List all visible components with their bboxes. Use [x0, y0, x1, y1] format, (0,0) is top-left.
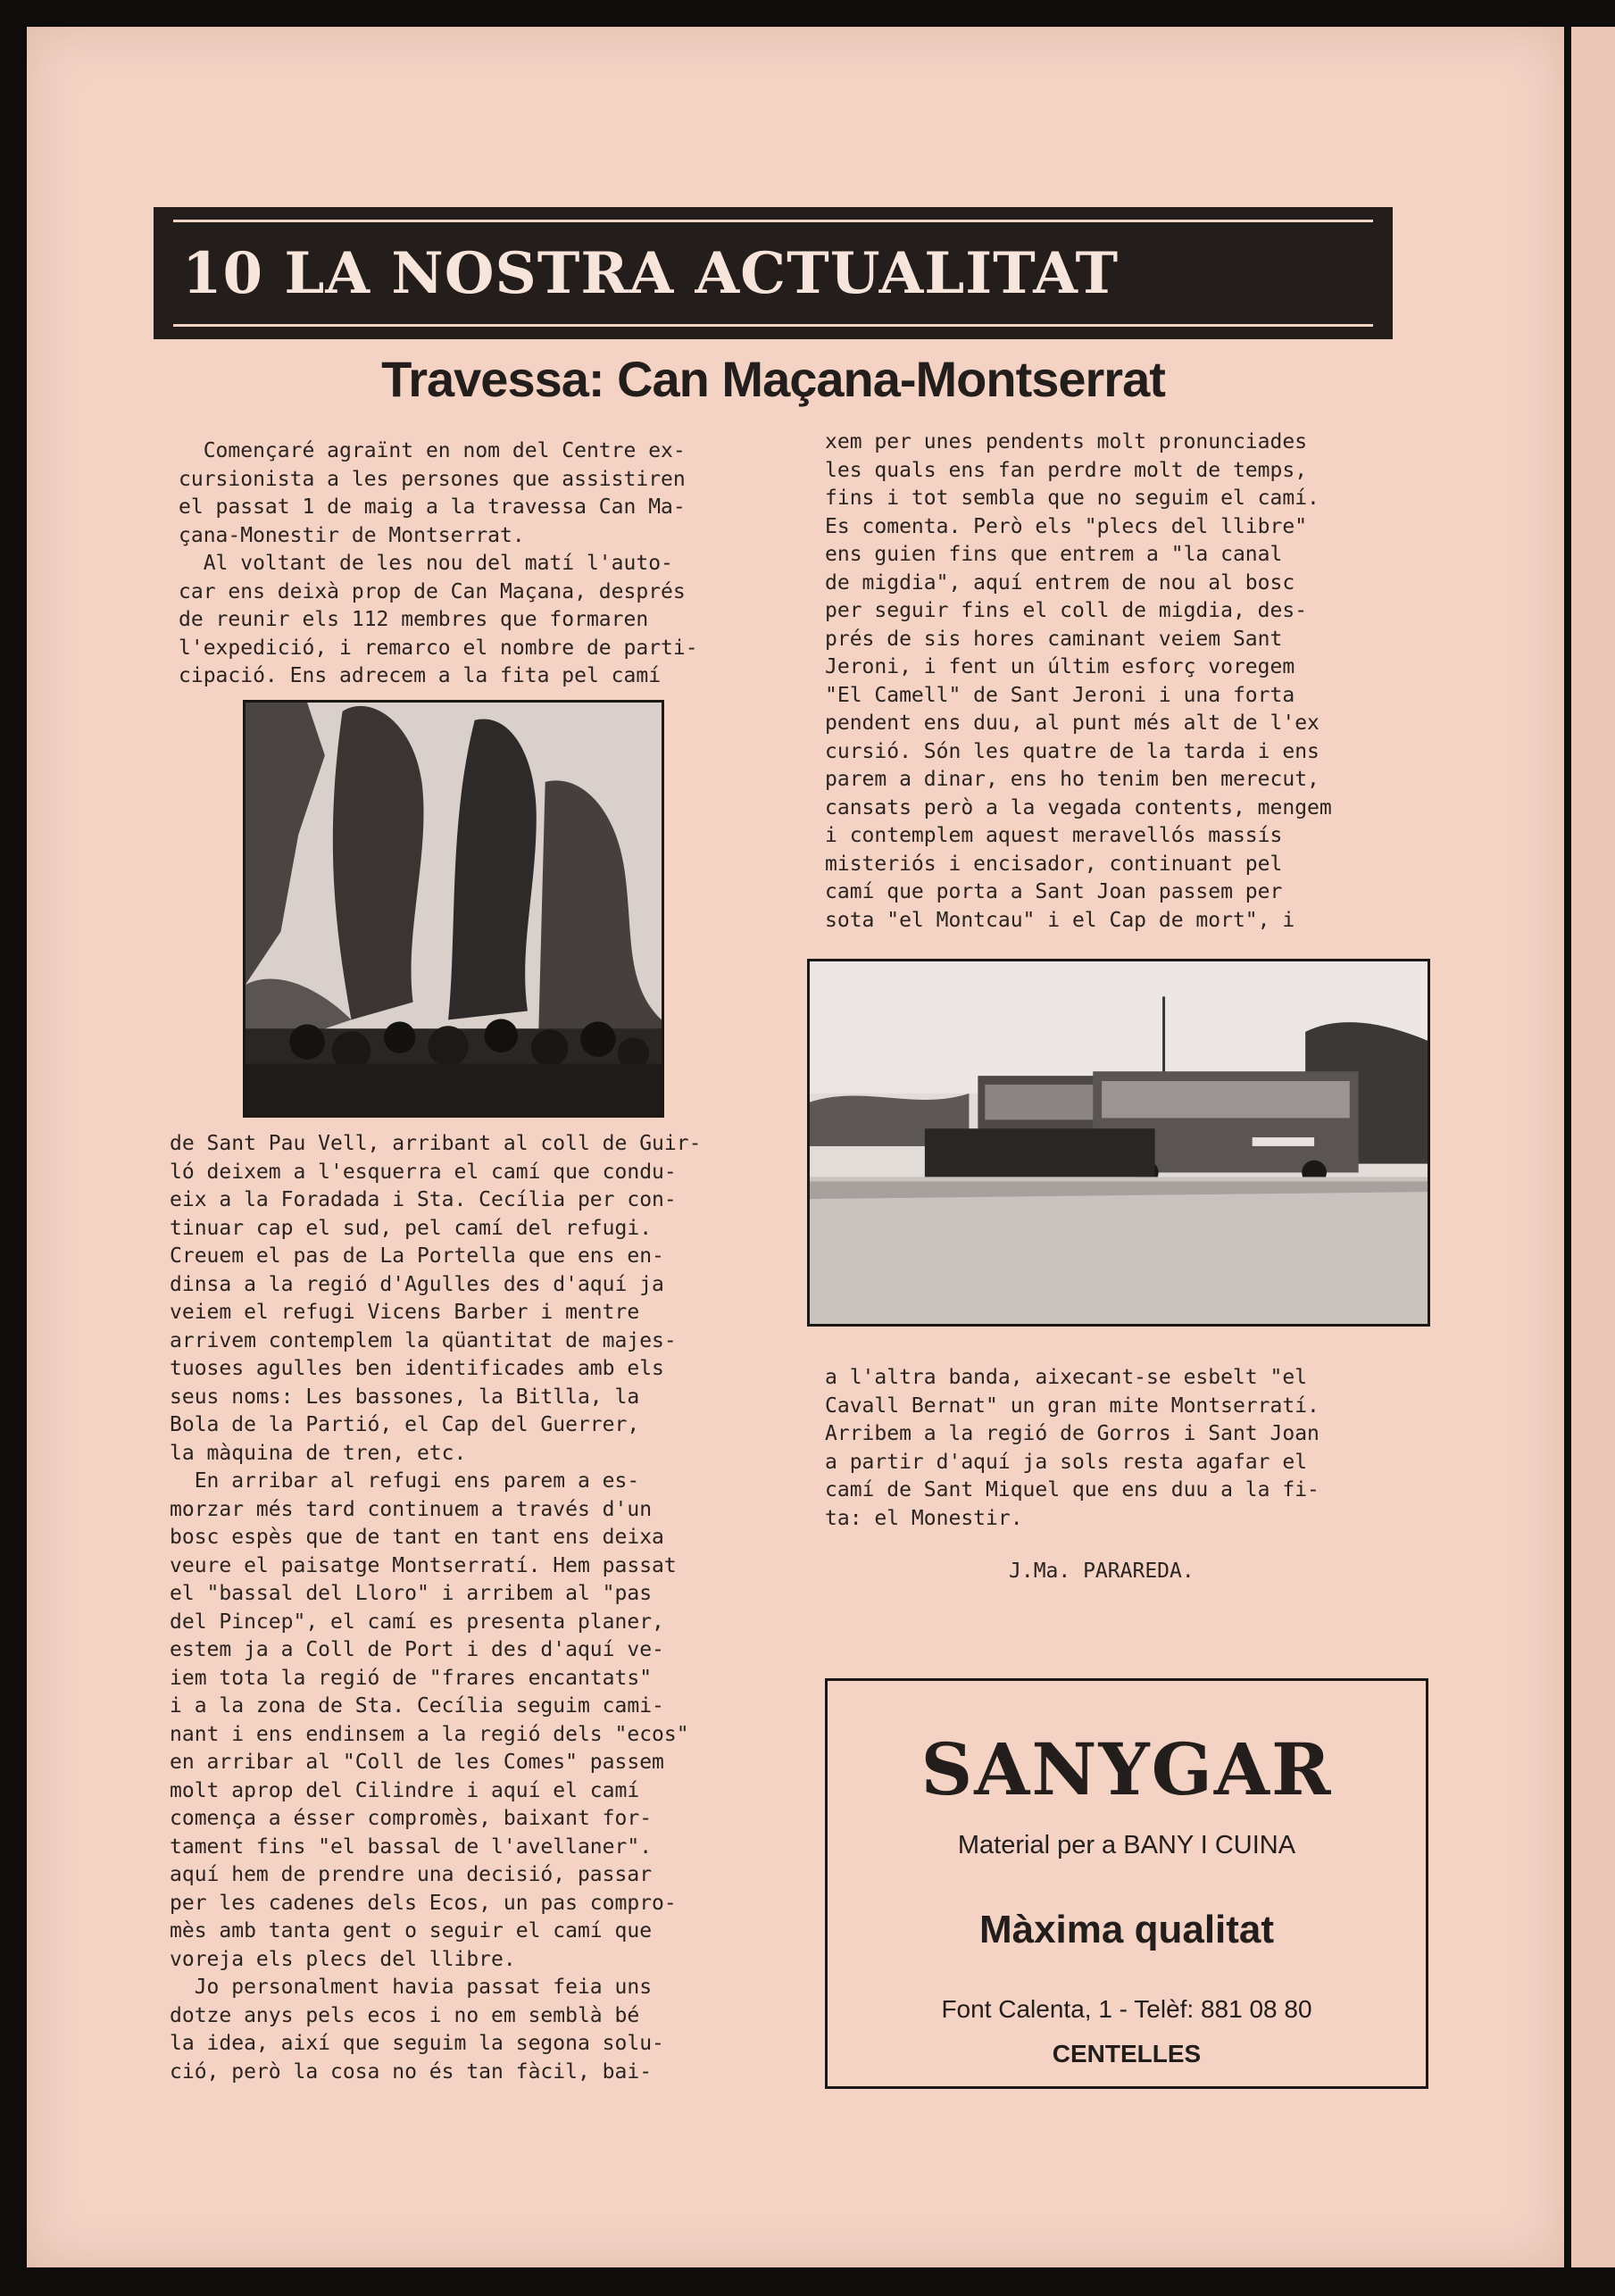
section-banner [154, 207, 1393, 339]
article-column-2-bottom: a l'altra banda, aixecant-se esbelt "el Cavall Bernat" un gran mite Montserratí. Arribem a la regió de Gorros i Sant Joan a partir d'aquí ja sols resta agafar el camí de Sant Miquel que ens duu a la fi- ta: el Monestir. [825, 1366, 1319, 1530]
article-column-1-bottom: de Sant Pau Vell, arribant al coll de Guir- ló deixem a l'esquerra el camí que condu- eix a la Foradada i Sta. Cecília per con- tinuar cap el sud, pel camí del refugi. Creuem el pas de La Portella que ens en- dinsa a la regió d'Agulles des d'aquí ja veiem el refugi Vicens Barber i mentre arrivem contemplem la qüantitat de majes- tuoses agulles ben identificades amb els seus noms: Les bassones, la Bitlla, la Bola de la Partió, el Cap del Guerrer, la màquina de tren, etc. En arribar al refugi ens parem a es- morzar més tard continuem a través d'un bosc espès que de tant en tant ens deixa veure el paisatge Montserratí. Hem passat el "bassal del Lloro" i arribem al "pas del Pincep", el camí es presenta planer, estem ja a Coll de Port i des d'aquí ve- iem tota la regió de "frares encantats" i a la zona de Sta. Cecília seguim cami- nant i ens endinsem a la regió dels "ecos" en arribar al "Coll de les Comes" passem molt aprop del Cilindre i aquí el camí comença a ésser compromès, baixant for- tament fins "el bassal de l'avellaner". aquí hem de prendre una decisió, passar per les cadenes dels Ecos, un pas compro- mès amb tanta gent o seguir el camí que voreja els plecs del llibre. Jo personalment havia passat feia uns dotze anys pels ecos i no em semblà bé la idea, així que seguim la segona solu- ció, però la cosa no és tan fàcil, bai- [170, 1132, 702, 2084]
advertisement-sanygar [825, 1678, 1428, 2089]
adjacent-page-edge [1571, 27, 1615, 2267]
ad-address: Font Calenta, 1 - Telèf: 881 08 80 [941, 1995, 1312, 2023]
ad-brand-name: SANYGAR [920, 1727, 1333, 1811]
ad-slogan: Màxima qualitat [978, 1908, 1275, 1951]
article-column-1-top: Començaré agraïnt en nom del Centre ex- cursionista a les persones que assistiren el passat 1 de maig a la travessa Can Ma- çana-Monestir de Montserrat. Al voltant de les nou del matí l'auto- car ens deixà prop de Can Maçana, després de reunir els 112 membres que formaren l'expedició, i remarco el nombre de parti- cipació. Ens adrecem a la fita pel camí [179, 439, 698, 687]
ad-town: CENTELLES [1052, 2040, 1202, 2067]
article-title: Travessa: Can Maçana-Montserrat [381, 351, 1165, 407]
section-title: 10 LA NOSTRA ACTUALITAT [182, 239, 1120, 307]
photo-buses [807, 959, 1430, 1327]
ad-subtitle: Material per a BANY I CUINA [957, 1831, 1296, 1859]
article-column-2-top: xem per unes pendents molt pronunciades les quals ens fan perdre molt de temps, fins i tot sembla que no seguim el camí. Es comenta. Però els "plecs del llibre" ens guien fins que entrem a "la canal de migdia", aquí entrem de nou al bosc per seguir fins el coll de migdia, des- prés de sis hores caminant veiem Sant Jeroni, i fent un últim esforç voregem "El Camell" de Sant Jeroni i una forta pendent ens duu, al punt més alt de l'ex cursió. Són les quatre de la tarda i ens parem a dinar, ens ho tenim ben merecut, cansats però a la vegada contents, mengem i contemplem aquest meravellós massís misteriós i encisador, continuant pel camí que porta a Sant Joan passem per sota "el Montcau" i el Cap de mort", i [825, 430, 1332, 932]
author-signature: J.Ma. PARAREDA. [1009, 1560, 1195, 1583]
photo-hikers-rocks [243, 700, 664, 1118]
